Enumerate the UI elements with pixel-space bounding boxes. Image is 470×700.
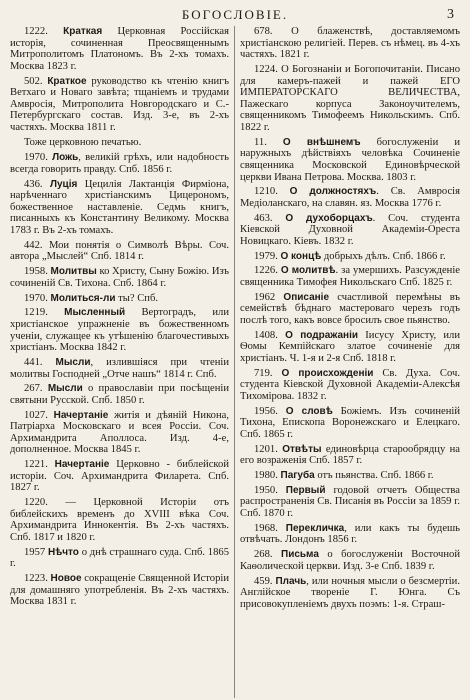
entry-text: счастливой перемѣны въ семействѣ бѣднаго мастероваго черезъ годъ послѣ того, какъ вовсе бросилъ свое пьянство. (240, 291, 460, 326)
entry-keyword: Краткое (47, 75, 87, 87)
entry-keyword: Новое (50, 573, 82, 585)
entry-keyword: Описаніе (283, 291, 330, 303)
catalog-entry (10, 76, 229, 134)
catalog-entry (240, 406, 460, 441)
entry-text: Св. Духа. Соч. студента Кіевской Духовной Академіи-Алексѣя Тихомірова. 1832 г. (240, 367, 460, 402)
entry-number: 1950. (254, 484, 278, 496)
entry-number: 1224. (254, 63, 278, 75)
entry-text: Вертоградъ, или христіанское упражненіе въ божественномъ ученіи, служащее къ утѣшенію благочестивыхъ христіанъ. Москва 1842 г. (10, 307, 229, 354)
entry-number: 1979. (254, 250, 278, 262)
catalog-entry (240, 470, 460, 482)
entry-number: 441. (24, 356, 43, 368)
entry-keyword: О внѣшнемъ (282, 136, 361, 148)
entry-keyword: О словѣ (285, 405, 333, 417)
entry-text: — Церковной Исторіи отъ библейскихъ временъ до XVIII вѣка Соч. Архимандрита Иннокентія. Въ 2-хъ частяхъ. Спб. 1817 и 1820 г. (10, 497, 229, 543)
entry-number: 1957 (24, 546, 46, 558)
entry-keyword: Отвѣты (282, 443, 322, 455)
entry-number: 1962 (254, 291, 276, 303)
entry-keyword: Мысли (55, 356, 91, 368)
catalog-entry (240, 576, 460, 611)
entry-text: Цецилія Лактанція Фирміона, нарѣченнаго христіанскимъ Цицерономъ, божественное наставленіе. Седмь книгъ, писанныхъ къ Константину Великому. Москва 1783 г. Въ 2-хъ томахъ. (10, 178, 229, 237)
entry-keyword: Нѣчто (47, 546, 79, 558)
entry-number: 719. (254, 367, 273, 379)
entry-text: отъ пьянства. Спб. 1866 г. (314, 470, 434, 482)
catalog-entry (240, 368, 460, 403)
entry-number: 678. (254, 26, 273, 37)
entry-number: 1222. (24, 26, 48, 37)
entry-keyword: Мысленный (64, 307, 126, 319)
catalog-entry (240, 485, 460, 520)
entry-text: , или ночныя мысли о безсмертіи. Англійское твореніе Г. Юнга. Съ присовокупленіемъ двухъ поэмъ: 1-я. Страш- (240, 575, 460, 610)
page-number: 3 (447, 7, 454, 22)
catalog-entry (10, 459, 229, 494)
entry-text: о православіи при посѣщеніи святыни Русской. Спб. 1850 г. (10, 383, 229, 406)
entry-number: 1970. (24, 152, 48, 164)
entry-keyword: О происхожденіи (281, 367, 374, 379)
entry-number: 1980. (254, 470, 278, 482)
catalog-entry (240, 549, 460, 572)
catalog-entry (10, 573, 229, 608)
catalog-entry (10, 179, 229, 237)
entry-keyword: Молиться-ли (50, 292, 116, 304)
entry-text: . Соч. студента Кіевской Духовной Академіи-Ореста Новицкаго. Кіевъ. 1832 г. (240, 212, 460, 247)
entry-keyword: Перекличка (285, 522, 345, 534)
catalog-entry (10, 307, 229, 353)
entry-number: 1210. (254, 186, 278, 198)
entry-keyword: Луція (49, 178, 78, 190)
entry-text: о богослуженіи Восточной Каѳолической церкви. Изд. 3-е Спб. 1839 г. (240, 549, 460, 572)
entry-text: О блаженствѣ, доставляемомъ христіанскою религіей. Перев. съ нѣмец. въ 4-хъ частяхъ. 1821 г. (240, 26, 460, 61)
entry-text: ты? Спб. (115, 292, 158, 304)
entry-keyword: О концѣ (280, 250, 322, 262)
catalog-entry (240, 137, 460, 183)
catalog-entry (240, 213, 460, 248)
entry-number: 1223. (24, 573, 48, 585)
entry-keyword: Плачь (275, 575, 307, 587)
section-subheading: Тоже церковною печатью. (24, 136, 142, 148)
catalog-entry (240, 64, 460, 134)
entry-number: 1958. (24, 266, 48, 278)
entry-text: о днѣ страшнаго суда. Спб. 1865 г. (10, 546, 229, 570)
catalog-entry (10, 410, 229, 456)
entry-keyword: О подражаніи (285, 329, 359, 341)
entry-keyword: Пагуба (280, 470, 315, 482)
entry-number: 502. (24, 75, 43, 87)
entry-keyword: О духоборцахъ (285, 212, 373, 224)
entry-text: Іисусу Христу, или Ѳомы Кемпійскаго златое сочиненіе для христіанъ. Ч. 1-я и 2-я Спб. 1818 г. (240, 329, 460, 364)
catalog-entry (10, 357, 229, 380)
entry-text: . Св. Амвросія Медіоланскаго, на славян. яз. Москва 1776 г. (240, 186, 460, 209)
entry-number: 1220. (24, 497, 48, 509)
catalog-entry (10, 497, 229, 543)
entry-number: 463. (254, 212, 273, 224)
entry-number: 1956. (254, 405, 278, 417)
entry-text: Церковно - библейской исторіи. Соч. Архимандрита Филарета. Спб. 1827 г. (10, 459, 229, 494)
entry-text: , излившіяся при чтеніи молитвы Господней „Отче нашъ“ 1814 г. Спб. (10, 356, 229, 380)
entry-number: 1219. (24, 307, 48, 319)
catalog-entry (240, 523, 460, 546)
entry-keyword: Начертаніе (54, 459, 110, 471)
entry-keyword: О молитвѣ (280, 265, 336, 277)
entry-text: житія и дѣяній Никона, Патріарха Московскаго и всея Россіи. Соч. Архимандрита Аполлоса. Изд. 4-е, дополненное. Москва 1845 г. (10, 409, 229, 456)
entry-number: 1226. (254, 265, 278, 277)
entry-number: 436. (24, 178, 43, 190)
entry-keyword: Краткая (63, 26, 103, 37)
entry-text: Божіемъ. Изъ сочиненій Тихона, Епископа Воронежскаго и Елецкаго. Спб. 1865 г. (240, 405, 460, 440)
entry-number: 1968. (254, 522, 278, 534)
entry-keyword: Молитвы (50, 266, 97, 278)
left-column (10, 26, 235, 698)
catalog-entry (10, 152, 229, 175)
page-header (10, 4, 460, 26)
catalog-entry (240, 330, 460, 365)
entry-text: добрыхъ дѣлъ. Спб. 1866 г. (321, 250, 446, 262)
catalog-entry (240, 251, 460, 263)
entry-keyword: Первый (285, 484, 326, 496)
catalog-entry (10, 26, 229, 72)
catalog-entry (240, 26, 460, 61)
entry-number: 1970. (24, 292, 48, 304)
entry-number: 1027. (24, 409, 48, 421)
entry-text: руководство къ чтенію книгъ Ветхаго и Новаго завѣта; тщаніемъ и трудами Амвросія, Митрополита Новгородскаго и С.-Петербургскаго состав. Изд. 3-е, въ 2-хъ частяхъ. Москва 1811 г. (10, 75, 229, 133)
entry-text: , или какъ ты будешь отвѣчать. Лондонъ 1856 г. (240, 522, 460, 546)
entry-number: 1221. (24, 459, 48, 471)
section-title: БОГОСЛОВІЕ. (181, 7, 289, 22)
catalog-entry (240, 265, 460, 288)
entry-keyword: Письма (281, 549, 319, 561)
entry-keyword: Начертаніе (53, 409, 109, 421)
entry-text: ко Христу, Сыну Божію. Изъ сочиненій Св. Тихона. Спб. 1864 г. (10, 266, 229, 289)
entry-text: О Богознаніи и Богопочитаніи. Писано для камеръ-пажей и пажей ЕГО ИМПЕРАТОРСКАГО ВЕЛИЧЕСТВА, Пажескаго корпуса Законоучителемъ, священникомъ Тимофеемъ Никольскимъ. Спб. 1822 г. (240, 63, 460, 133)
entry-number: 268. (254, 549, 273, 561)
entry-number: 1201. (254, 443, 278, 455)
entry-number: 267. (24, 383, 43, 395)
entry-keyword: Ложь (52, 152, 79, 164)
entry-text: Церковная Россійская исторія, сочиненная Преосвященнымъ Митрополитомъ Платономъ. Въ 2-хъ томахъ. Москва 1823 г. (10, 26, 229, 72)
entry-text: . за умершихъ. Разсужденіе священника Тимофея Никольскаго Спб. 1825 г. (240, 265, 460, 288)
catalog-entry (10, 293, 229, 305)
catalog-entry (10, 240, 229, 263)
right-column (235, 26, 460, 698)
catalog-entry (240, 292, 460, 327)
entry-text: , великій грѣхъ, или надобность всегда говорить правду. Спб. 1856 г. (10, 152, 230, 175)
catalog-entry (240, 444, 460, 467)
catalog-entry (10, 547, 229, 570)
entry-number: 1408. (254, 329, 278, 341)
entry-keyword: Мысли (47, 383, 83, 395)
catalog-entry (10, 383, 229, 406)
entry-text: сокращеніе Священной Исторіи для домашняго употребленія. Въ 2-хъ частяхъ. Москва 1831 г. (10, 573, 229, 608)
two-column-body (10, 26, 460, 698)
entry-text: богослуженіи и наружныхъ дѣйствіяхъ человѣка Сочиненіе священника Московской Единовѣрческой церкви Ивана Петрова. Москва. 1803 г. (240, 136, 460, 183)
entry-text: единовѣрца старообрядцу на его возраженія Спб. 1857 г. (240, 443, 460, 467)
catalog-entry (10, 266, 229, 289)
entry-keyword: О должностяхъ (289, 186, 377, 198)
entry-text: годовой отчетъ Общества распространенія Св. Писанія въ Россіи за 1859 г. Спб. 1870 г. (240, 484, 460, 519)
entry-number: 11. (254, 136, 267, 148)
catalog-entry (240, 186, 460, 209)
entry-number: 459. (254, 575, 273, 587)
entry-text: Мои понятія о Символѣ Вѣры. Соч. автора „Мыслей“ Спб. 1814 г. (10, 239, 230, 263)
entry-number: 442. (24, 239, 43, 251)
